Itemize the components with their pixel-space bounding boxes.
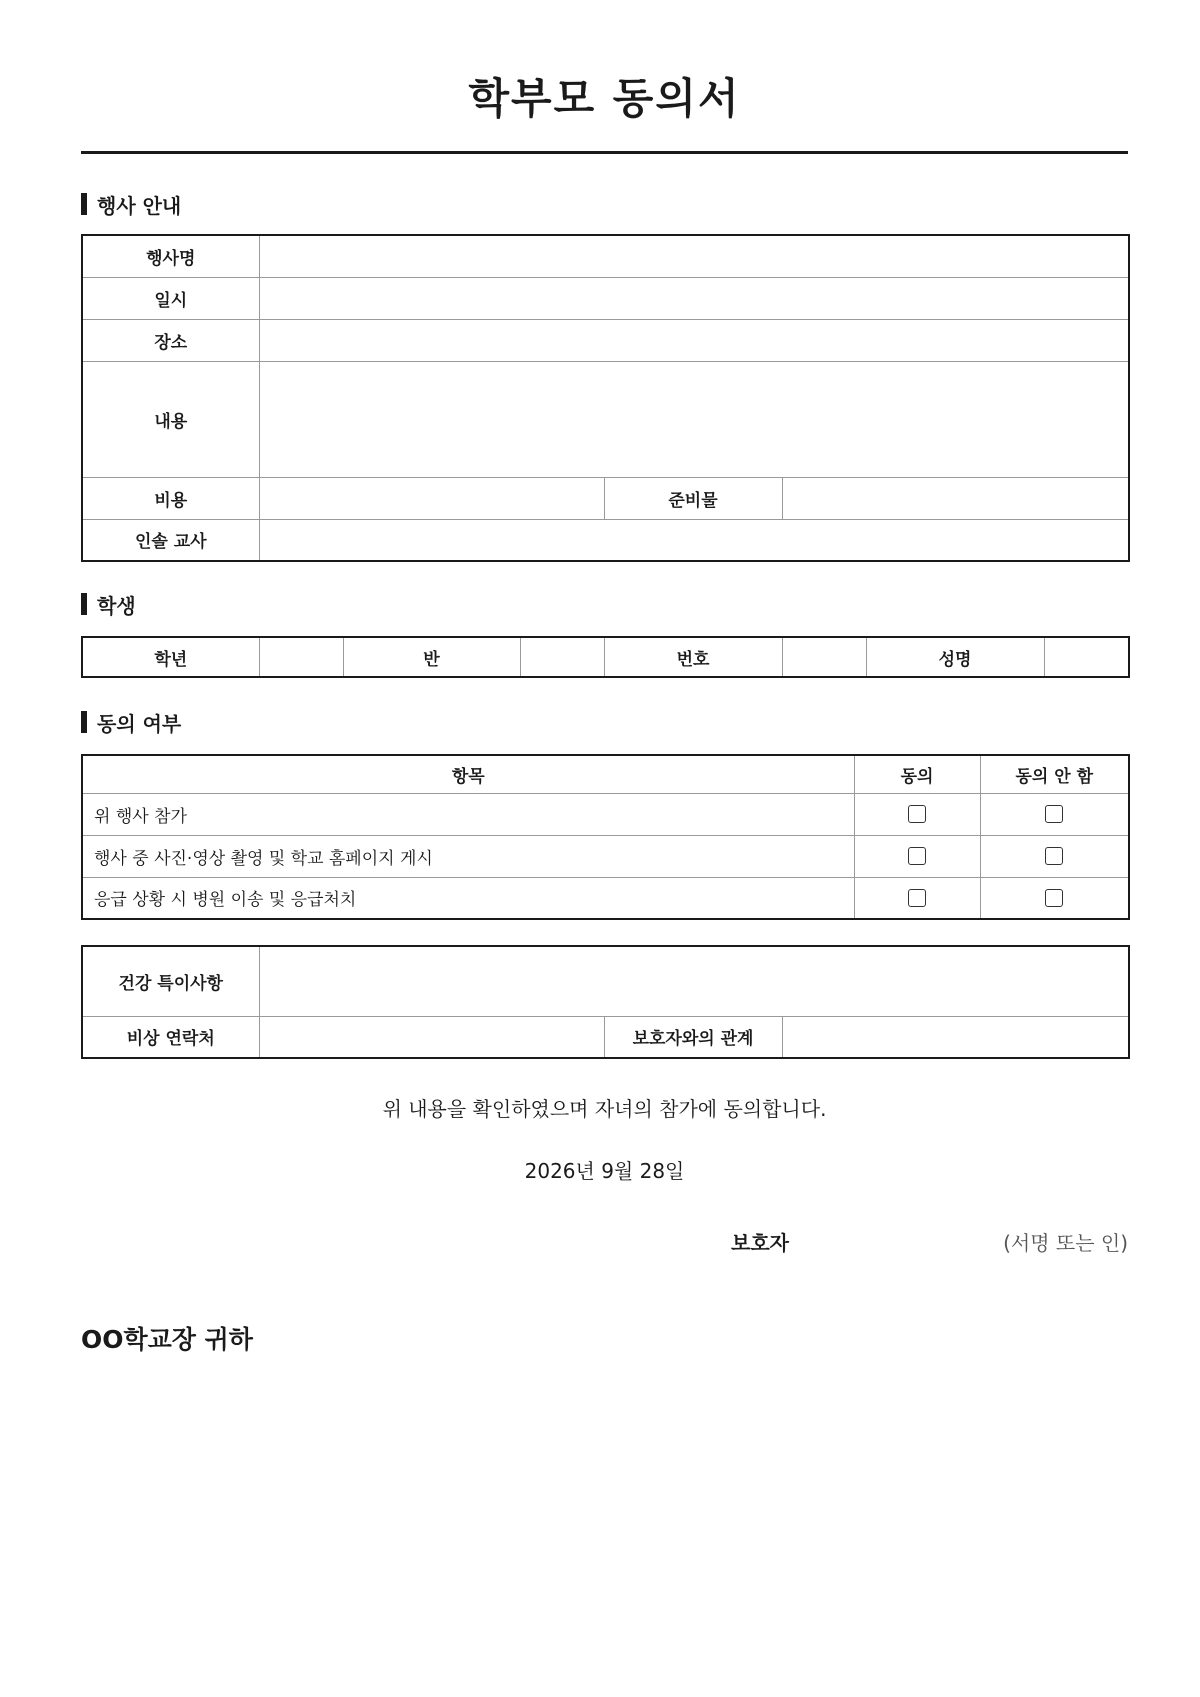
event-teacher-label: 인솔 교사 (82, 519, 259, 561)
event-place-field[interactable] (259, 319, 1129, 361)
table-header-row (82, 755, 1129, 793)
student-number-label: 번호 (604, 637, 782, 677)
student-grade-label: 학년 (82, 637, 259, 677)
student-name-label: 성명 (866, 637, 1044, 677)
table-row (82, 835, 1129, 877)
student-number-field[interactable] (782, 637, 866, 677)
consent-item-label: 응급 상황 시 병원 이송 및 응급처치 (82, 877, 854, 919)
event-teacher-field[interactable] (259, 519, 1129, 561)
consent-disagree-cell (980, 877, 1129, 919)
table-row (82, 793, 1129, 835)
table-row (82, 277, 1129, 319)
health-notes-field[interactable] (259, 946, 1129, 1016)
section-marker (81, 193, 87, 215)
health-contact-table (81, 945, 1130, 1059)
section-heading-student-label: 학생 (97, 593, 136, 618)
table-row (82, 235, 1129, 277)
guardian-label: 보호자 (731, 1231, 789, 1255)
table-row (82, 319, 1129, 361)
consent-header-disagree: 동의 안 함 (980, 755, 1129, 793)
section-heading-student (81, 591, 136, 617)
guardian-relation-field[interactable] (782, 1016, 1129, 1058)
consent-agree-cell (854, 877, 980, 919)
consent-item-2-disagree-checkbox[interactable] (1045, 847, 1063, 865)
consent-header-agree: 동의 (854, 755, 980, 793)
consent-table (81, 754, 1130, 920)
event-info-table (81, 234, 1130, 562)
event-content-label: 내용 (82, 361, 259, 477)
consent-agree-cell (854, 793, 980, 835)
section-heading-consent (81, 709, 181, 735)
health-notes-label: 건강 특이사항 (82, 946, 259, 1016)
recipient-line: OO학교장 귀하 (81, 1325, 253, 1354)
section-heading-consent-label: 동의 여부 (97, 711, 182, 736)
student-class-field[interactable] (520, 637, 604, 677)
event-place-label: 장소 (82, 319, 259, 361)
event-datetime-field[interactable] (259, 277, 1129, 319)
section-marker (81, 711, 87, 733)
section-heading-event-label: 행사 안내 (97, 193, 182, 218)
table-row (82, 1016, 1129, 1058)
student-class-label: 반 (343, 637, 520, 677)
consent-item-3-disagree-checkbox[interactable] (1045, 889, 1063, 907)
student-grade-field[interactable] (259, 637, 343, 677)
event-name-field[interactable] (259, 235, 1129, 277)
table-row (82, 477, 1129, 519)
consent-agree-cell (854, 835, 980, 877)
consent-item-1-disagree-checkbox[interactable] (1045, 805, 1063, 823)
event-supplies-field[interactable] (782, 477, 1129, 519)
event-name-label: 행사명 (82, 235, 259, 277)
table-row (82, 877, 1129, 919)
event-datetime-label: 일시 (82, 277, 259, 319)
section-heading-event (81, 191, 181, 217)
title-divider (81, 151, 1128, 154)
emergency-contact-label: 비상 연락처 (82, 1016, 259, 1058)
consent-item-3-agree-checkbox[interactable] (908, 889, 926, 907)
page-title: 학부모 동의서 (468, 74, 741, 123)
consent-item-label: 위 행사 참가 (82, 793, 854, 835)
table-row (82, 946, 1129, 1016)
student-name-field[interactable] (1044, 637, 1129, 677)
event-cost-label: 비용 (82, 477, 259, 519)
table-row (82, 637, 1129, 677)
event-supplies-label: 준비물 (604, 477, 782, 519)
signing-date: 2026년 9월 28일 (524, 1159, 685, 1183)
event-content-field[interactable] (259, 361, 1129, 477)
consent-item-label: 행사 중 사진·영상 촬영 및 학교 홈페이지 게시 (82, 835, 854, 877)
event-cost-field[interactable] (259, 477, 604, 519)
emergency-contact-field[interactable] (259, 1016, 604, 1058)
signature-note: (서명 또는 인) (1003, 1231, 1128, 1255)
consent-disagree-cell (980, 835, 1129, 877)
consent-disagree-cell (980, 793, 1129, 835)
table-row (82, 519, 1129, 561)
student-info-table (81, 636, 1130, 678)
consent-header-item: 항목 (82, 755, 854, 793)
consent-item-1-agree-checkbox[interactable] (908, 805, 926, 823)
table-row (82, 361, 1129, 477)
guardian-relation-label: 보호자와의 관계 (604, 1016, 782, 1058)
consent-item-2-agree-checkbox[interactable] (908, 847, 926, 865)
consent-statement: 위 내용을 확인하였으며 자녀의 참가에 동의합니다. (382, 1097, 827, 1121)
section-marker (81, 593, 87, 615)
